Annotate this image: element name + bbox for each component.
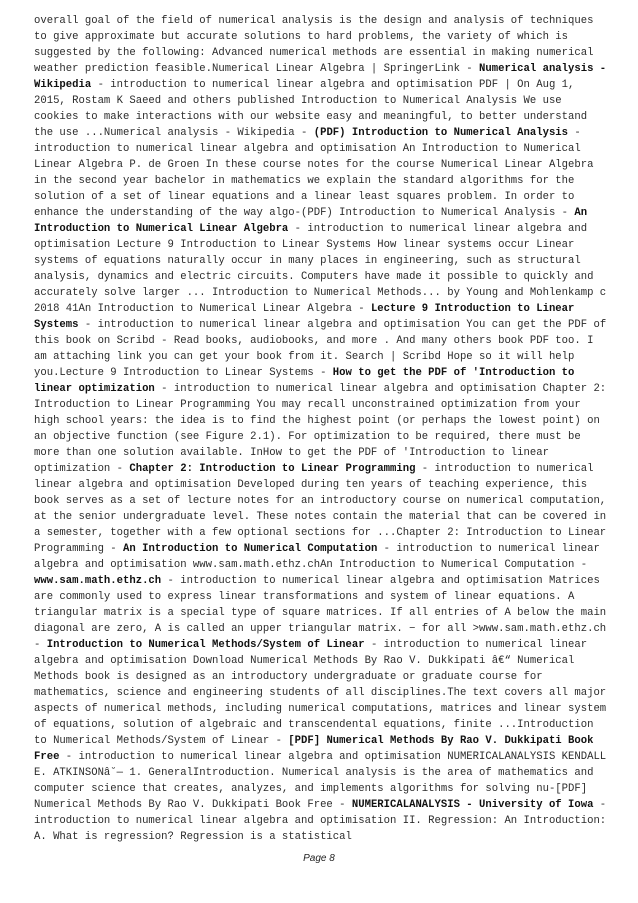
body-text-run: - introduction to numerical linear algebra and optimisation You can get the PDF of this book on Scribd - Read books, audiobooks, and more . And many others book PDF too. I am attaching link you can get your book from it. Search | Scribd Hope so it will help you.Lecture 9 Introduction to Linear Systems - <box>34 319 607 379</box>
body-paragraph <box>34 13 608 845</box>
bold-heading-text: Chapter 2: Introduction to Linear Programming <box>129 463 416 475</box>
bold-heading-text: Introduction to Numerical Methods/System of Linear <box>46 639 365 651</box>
bold-heading-text: NUMERICALANALYSIS - University of Iowa <box>351 799 594 811</box>
bold-heading-text: An Introduction to Numerical Computation <box>123 543 378 555</box>
bold-heading-text: How to get the PDF of 'Introduction to linear optimization <box>34 367 575 395</box>
bold-heading-text: www.sam.math.ethz.ch <box>34 575 162 587</box>
body-text-run: - introduction to numerical linear algebra and optimisation Lecture 9 Introduction to Linear Systems How linear systems occur Linear systems of equations naturally occur in many places in engineering, such as structural analysis, dynamics and electric circuits. Computers have made it possible to quickly and accurately solve larger ... Introduction to Numerical Methods... by Young and Mohlenkamp c 2018 41An Introduction to Numerical Linear Algebra - <box>34 223 607 315</box>
bold-heading-text: Numerical analysis - Wikipedia <box>34 63 607 91</box>
body-text-run: - introduction to numerical linear algebra and optimisation II. Regression: An Introduction: A. What is regression? Regression is a statistical <box>34 799 607 843</box>
body-text-run: - introduction to numerical linear algebra and optimisation Matrices are commonly used to express linear transformations and system of linear equations. A triangular matrix is a special type of square matrices. If all entries of A below the main diagonal are zero, A is called an upper triangular matrix. − for all >www.sam.math.ethz.ch - <box>34 575 607 651</box>
body-text-run: overall goal of the field of numerical analysis is the design and analysis of techniques to give approximate but accurate solutions to hard problems, the variety of which is suggested by the following: Advanced numerical methods are essential in making numerical weather prediction feasible.Numerical Linear Algebra | SpringerLink - <box>34 15 594 75</box>
body-text-run: - introduction to numerical linear algebra and optimisation Developed during ten years of teaching experience, this book serves as a set of lecture notes for an introductory course on numerical computation, at the senior undergraduate level. These notes contain the material that can be covered in a semester, together with a few optional sections for ...Chapter 2: Introduction to Linear Programming - <box>34 463 607 555</box>
bold-heading-text: [PDF] Numerical Methods By Rao V. Dukkipati Book Free <box>34 735 594 763</box>
body-text-run: - introduction to numerical linear algebra and optimisation PDF | On Aug 1, 2015, Rostam K Saeed and others published Introduction to Numerical Analysis We use cookies to make interactions with our website easy and meaningful, to better understand the use ...Numerical analysis - Wikipedia - <box>34 79 588 139</box>
body-text-run: - introduction to numerical linear algebra and optimisation www.sam.math.ethz.chAn Introduction to Numerical Computation - <box>34 543 600 571</box>
bold-heading-text: An Introduction to Numerical Linear Algebra <box>34 207 588 235</box>
bold-heading-text: (PDF) Introduction to Numerical Analysis <box>313 127 569 139</box>
body-text-run: - introduction to numerical linear algebra and optimisation NUMERICALANALYSIS KENDALL E. ATKINSONâ˘— 1. GeneralIntroduction. Numerical analysis is the area of mathematics and computer science that creates, analyzes, and implements algorithms for solving nu-[PDF] Numerical Methods By Rao V. Dukkipati Book Free - <box>34 751 607 811</box>
bold-heading-text: Lecture 9 Introduction to Linear Systems <box>34 303 575 331</box>
body-text-run: - introduction to numerical linear algebra and optimisation Chapter 2: Introduction to Linear Programming You may recall unconstrained optimization from your high school years: the idea is to find the highest point (or perhaps the lowest point) on an objective function (see Figure 2.1). For optimization to be required, there must be more than one solution available. InHow to get the PDF of 'Introduction to linear optimization - <box>34 383 607 475</box>
body-text-run: - introduction to numerical linear algebra and optimisation An Introduction to Numerical Linear Algebra P. de Groen In these course notes for the course Numerical Linear Algebra in the second year bachelor in mathematics we explain the standard algorithms for the solution of a set of linear equations and a linear least squares problem. In order to enhance the understanding of the way algo-(PDF) Introduction to Numerical Analysis - <box>34 127 594 219</box>
body-text-run: - introduction to numerical linear algebra and optimisation Download Numerical Methods By Rao V. Dukkipati â€“ Numerical Methods book is designed as an introductory undergraduate or graduate course for mathematics, science and engineering students of all disciplines.The text covers all major aspects of numerical methods, including numerical computations, matrices and linear system of equations, solution of algebraic and transcendental equations, finite ...Introduction to Numerical Methods/System of Linear - <box>34 639 607 747</box>
page-number: Page 8 <box>303 853 335 864</box>
